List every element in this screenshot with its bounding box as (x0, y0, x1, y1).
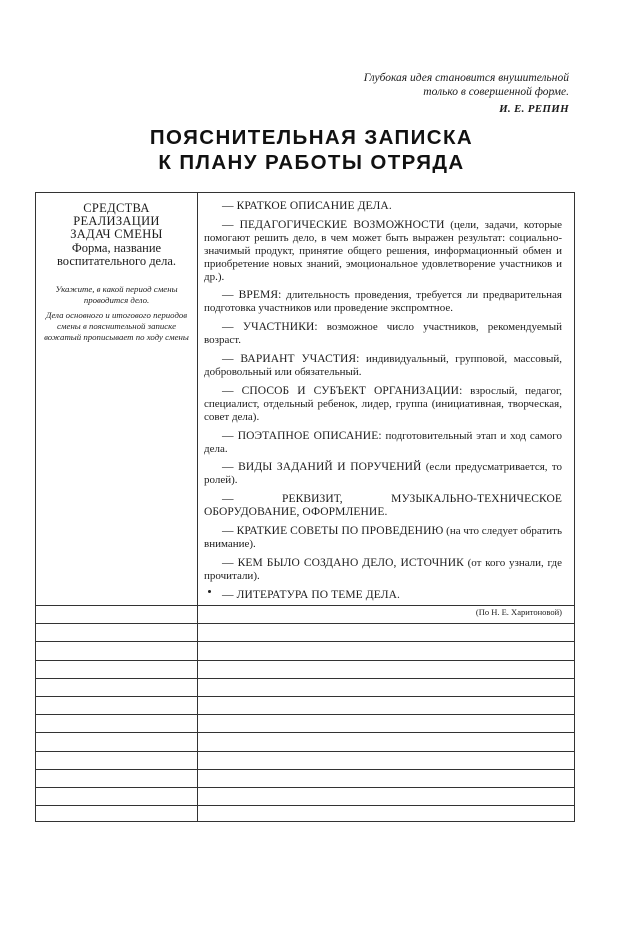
blank-row-line (36, 714, 574, 715)
entry-5 (204, 353, 562, 379)
epigraph-line-1: Глубокая идея становится внушительной (363, 72, 569, 84)
left-note-1: Укажите, в какой период смены проводится дело. (55, 284, 178, 305)
entry-heading: — КРАТКИЕ СОВЕТЫ ПО ПРОВЕДЕНИЮ (222, 525, 444, 538)
blank-row-line (36, 605, 574, 606)
entry-heading: — ВИДЫ ЗАДАНИЙ И ПОРУЧЕНИЙ (222, 461, 422, 474)
epigraph-line-2: только в совершенной форме. (423, 86, 569, 98)
blank-row-line (36, 805, 574, 806)
title-line-1: ПОЯСНИТЕЛЬНАЯ ЗАПИСКА (149, 126, 474, 149)
entry-text: (если предусматривается, то ролей). (204, 461, 562, 487)
entry-heading: — ВРЕМЯ: (222, 289, 282, 302)
blank-row-line (36, 769, 574, 770)
right-column (204, 200, 562, 618)
epigraph-author: И. Е. РЕПИН (499, 103, 569, 115)
entry-7 (204, 430, 562, 456)
entry-heading: — СПОСОБ И СУБЪЕКТ ОРГАНИЗАЦИИ: (222, 384, 463, 397)
entry-heading: — РЕКВИЗИТ, МУЗЫКАЛЬНО-ТЕХНИЧЕСКОЕ ОБОРУДОВАНИЕ, ОФОРМЛЕНИЕ. (204, 493, 562, 519)
stray-mark (208, 590, 211, 593)
credit: (По Н. Е. Харитоновой) (475, 606, 562, 617)
entry-9 (204, 493, 562, 519)
entry-heading: — УЧАСТНИКИ: (222, 321, 318, 334)
entry-8 (204, 461, 562, 487)
left-sub-line-2: воспитательного дела. (56, 254, 177, 268)
blank-row-line (36, 660, 574, 661)
entry-6 (204, 385, 562, 424)
entry-heading: — ПОЭТАПНОЕ ОПИСАНИЕ: (222, 429, 382, 442)
page-title (0, 125, 623, 175)
plan-table (35, 192, 575, 822)
entry-10 (204, 525, 562, 551)
blank-row-line (36, 751, 574, 752)
column-divider (197, 193, 198, 821)
blank-row-line (36, 787, 574, 788)
left-heading-line-1: СРЕДСТВА (83, 201, 150, 215)
entry-4 (204, 321, 562, 347)
entry-text: длительность проведения, требуется ли предварительная подготовка участников или проведение экспромтное. (204, 289, 562, 315)
entry-heading: — КРАТКОЕ ОПИСАНИЕ ДЕЛА. (222, 200, 392, 212)
blank-row-line (36, 641, 574, 642)
entry-text: (на что следует обратить внимание). (204, 525, 563, 550)
entry-text: подготовительный этап и ход самого дела. (204, 429, 562, 455)
left-heading-line-2: РЕАЛИЗАЦИИ (73, 214, 160, 228)
left-heading-line-3: ЗАДАЧ СМЕНЫ (70, 227, 163, 241)
entry-12 (204, 589, 562, 602)
left-column (36, 202, 197, 347)
entry-text: взрослый, педагог, специалист, отдельный ребенок, лидер, группа (инициативная, творческая, совет дела). (204, 384, 563, 423)
entry-heading: — ЛИТЕРАТУРА ПО ТЕМЕ ДЕЛА. (222, 588, 400, 601)
left-heading (36, 202, 197, 241)
left-note-2: Дела основного и итогового периодов смены в пояснительной записке вожатый прописывает по ходу смены (44, 310, 189, 342)
left-subheading (36, 242, 197, 268)
entry-text: (цели, задачи, которые помогают решить дело, в чем может быть выражен результат: социально-значимый продукт, принятие общего решения, информационный обмен и приобретение новых знаний, эмоциональное удовлетворение участников и др.). (204, 218, 562, 283)
blank-row-line (36, 732, 574, 733)
entry-heading: — ВАРИАНТ УЧАСТИЯ: (222, 353, 360, 366)
left-notes (36, 284, 197, 343)
entry-heading: — ПЕДАГОГИЧЕСКИЕ ВОЗМОЖНОСТИ (222, 218, 445, 231)
blank-row-line (36, 678, 574, 679)
left-sub-line-1: Форма, название (71, 241, 162, 255)
entry-heading: — КЕМ БЫЛО СОЗДАНО ДЕЛО, ИСТОЧНИК (222, 556, 464, 569)
entry-text: (от кого узнали, где прочитали). (204, 556, 562, 582)
blank-row-line (36, 696, 574, 697)
entry-3 (204, 289, 562, 315)
title-line-2: К ПЛАНУ РАБОТЫ ОТРЯДА (158, 151, 465, 174)
entry-11 (204, 557, 562, 583)
epigraph (269, 71, 569, 116)
entry-text: индивидуальный, групповой, массовый, добровольный или обязательный. (204, 353, 562, 378)
blank-row-line (36, 623, 574, 624)
entry-1 (204, 200, 562, 213)
entry-2 (204, 219, 562, 284)
entry-text: возможное число участников, рекомендуемый возраст. (204, 321, 562, 347)
